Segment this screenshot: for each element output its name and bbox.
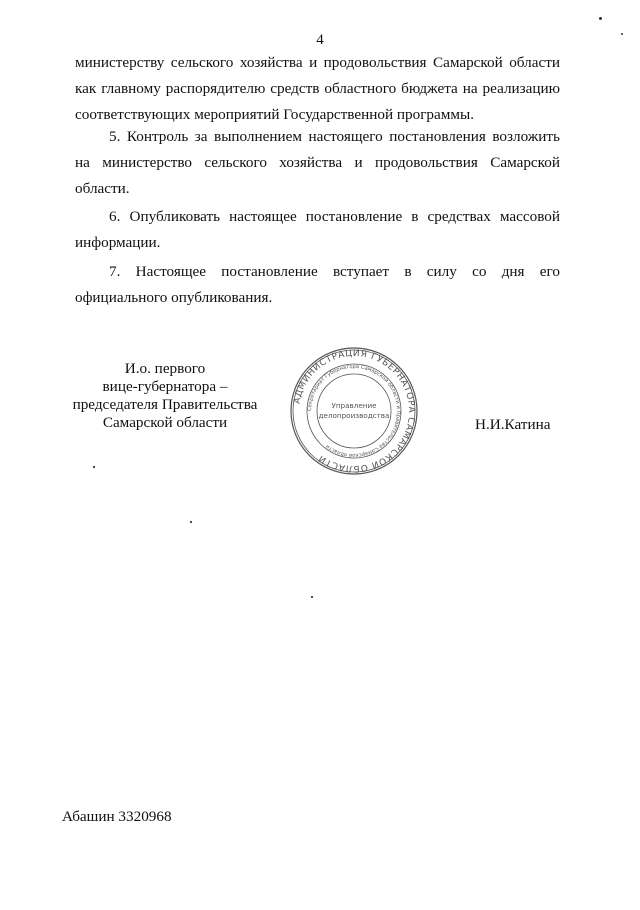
- page-number: 4: [316, 32, 324, 48]
- seal-inner-text: Секретариат Губернатора Самарской области и Правительства Самарской области: [306, 363, 402, 459]
- text-line: как главному распорядителю средств областного бюджета на реализацию: [75, 80, 560, 97]
- signatory-title-line: И.о. первого: [124, 360, 206, 377]
- text-line: 6. Опубликовать настоящее постановление в средствах массовой: [109, 208, 560, 225]
- text-line: соответствующих мероприятий Государственной программы.: [75, 106, 474, 123]
- paragraph-5-control: [75, 124, 560, 202]
- scan-speck: [599, 17, 602, 20]
- seal-center-line-1: Управление: [331, 401, 377, 410]
- signatory-title-line: вице-губернатора –: [102, 378, 228, 395]
- signatory-title-line: председателя Правительства: [72, 396, 258, 413]
- paragraph-6-publish: [75, 204, 560, 256]
- executor-note: Абашин 3320968: [62, 808, 172, 825]
- scan-speck: [93, 466, 95, 468]
- paragraph-7-effect: [75, 259, 560, 311]
- signatory-title-line: Самарской области: [102, 414, 228, 431]
- signatory-name: Н.И.Катина: [475, 416, 551, 433]
- text-line: официального опубликования.: [75, 289, 273, 306]
- text-line: 7. Настоящее постановление вступает в силу со дня его: [109, 263, 560, 280]
- paragraph-ministry: [75, 50, 560, 128]
- scan-speck: [621, 33, 623, 35]
- text-line: информации.: [75, 234, 161, 251]
- scan-speck: [190, 521, 192, 523]
- official-seal: [289, 346, 419, 476]
- text-line: 5. Контроль за выполнением настоящего постановления возложить: [109, 128, 560, 145]
- signatory-title: [50, 360, 280, 432]
- text-line: области.: [75, 180, 130, 197]
- text-line: министерству сельского хозяйства и продовольствия Самарской области: [75, 54, 560, 71]
- seal-outer-text: АДМИНИСТРАЦИЯ ГУБЕРНАТОРА САМАРСКОЙ ОБЛАСТИ: [292, 348, 417, 474]
- seal-center-line-2: делопроизводства: [318, 411, 390, 420]
- text-line: на министерство сельского хозяйства и продовольствия Самарской: [75, 154, 560, 171]
- scan-speck: [311, 596, 313, 598]
